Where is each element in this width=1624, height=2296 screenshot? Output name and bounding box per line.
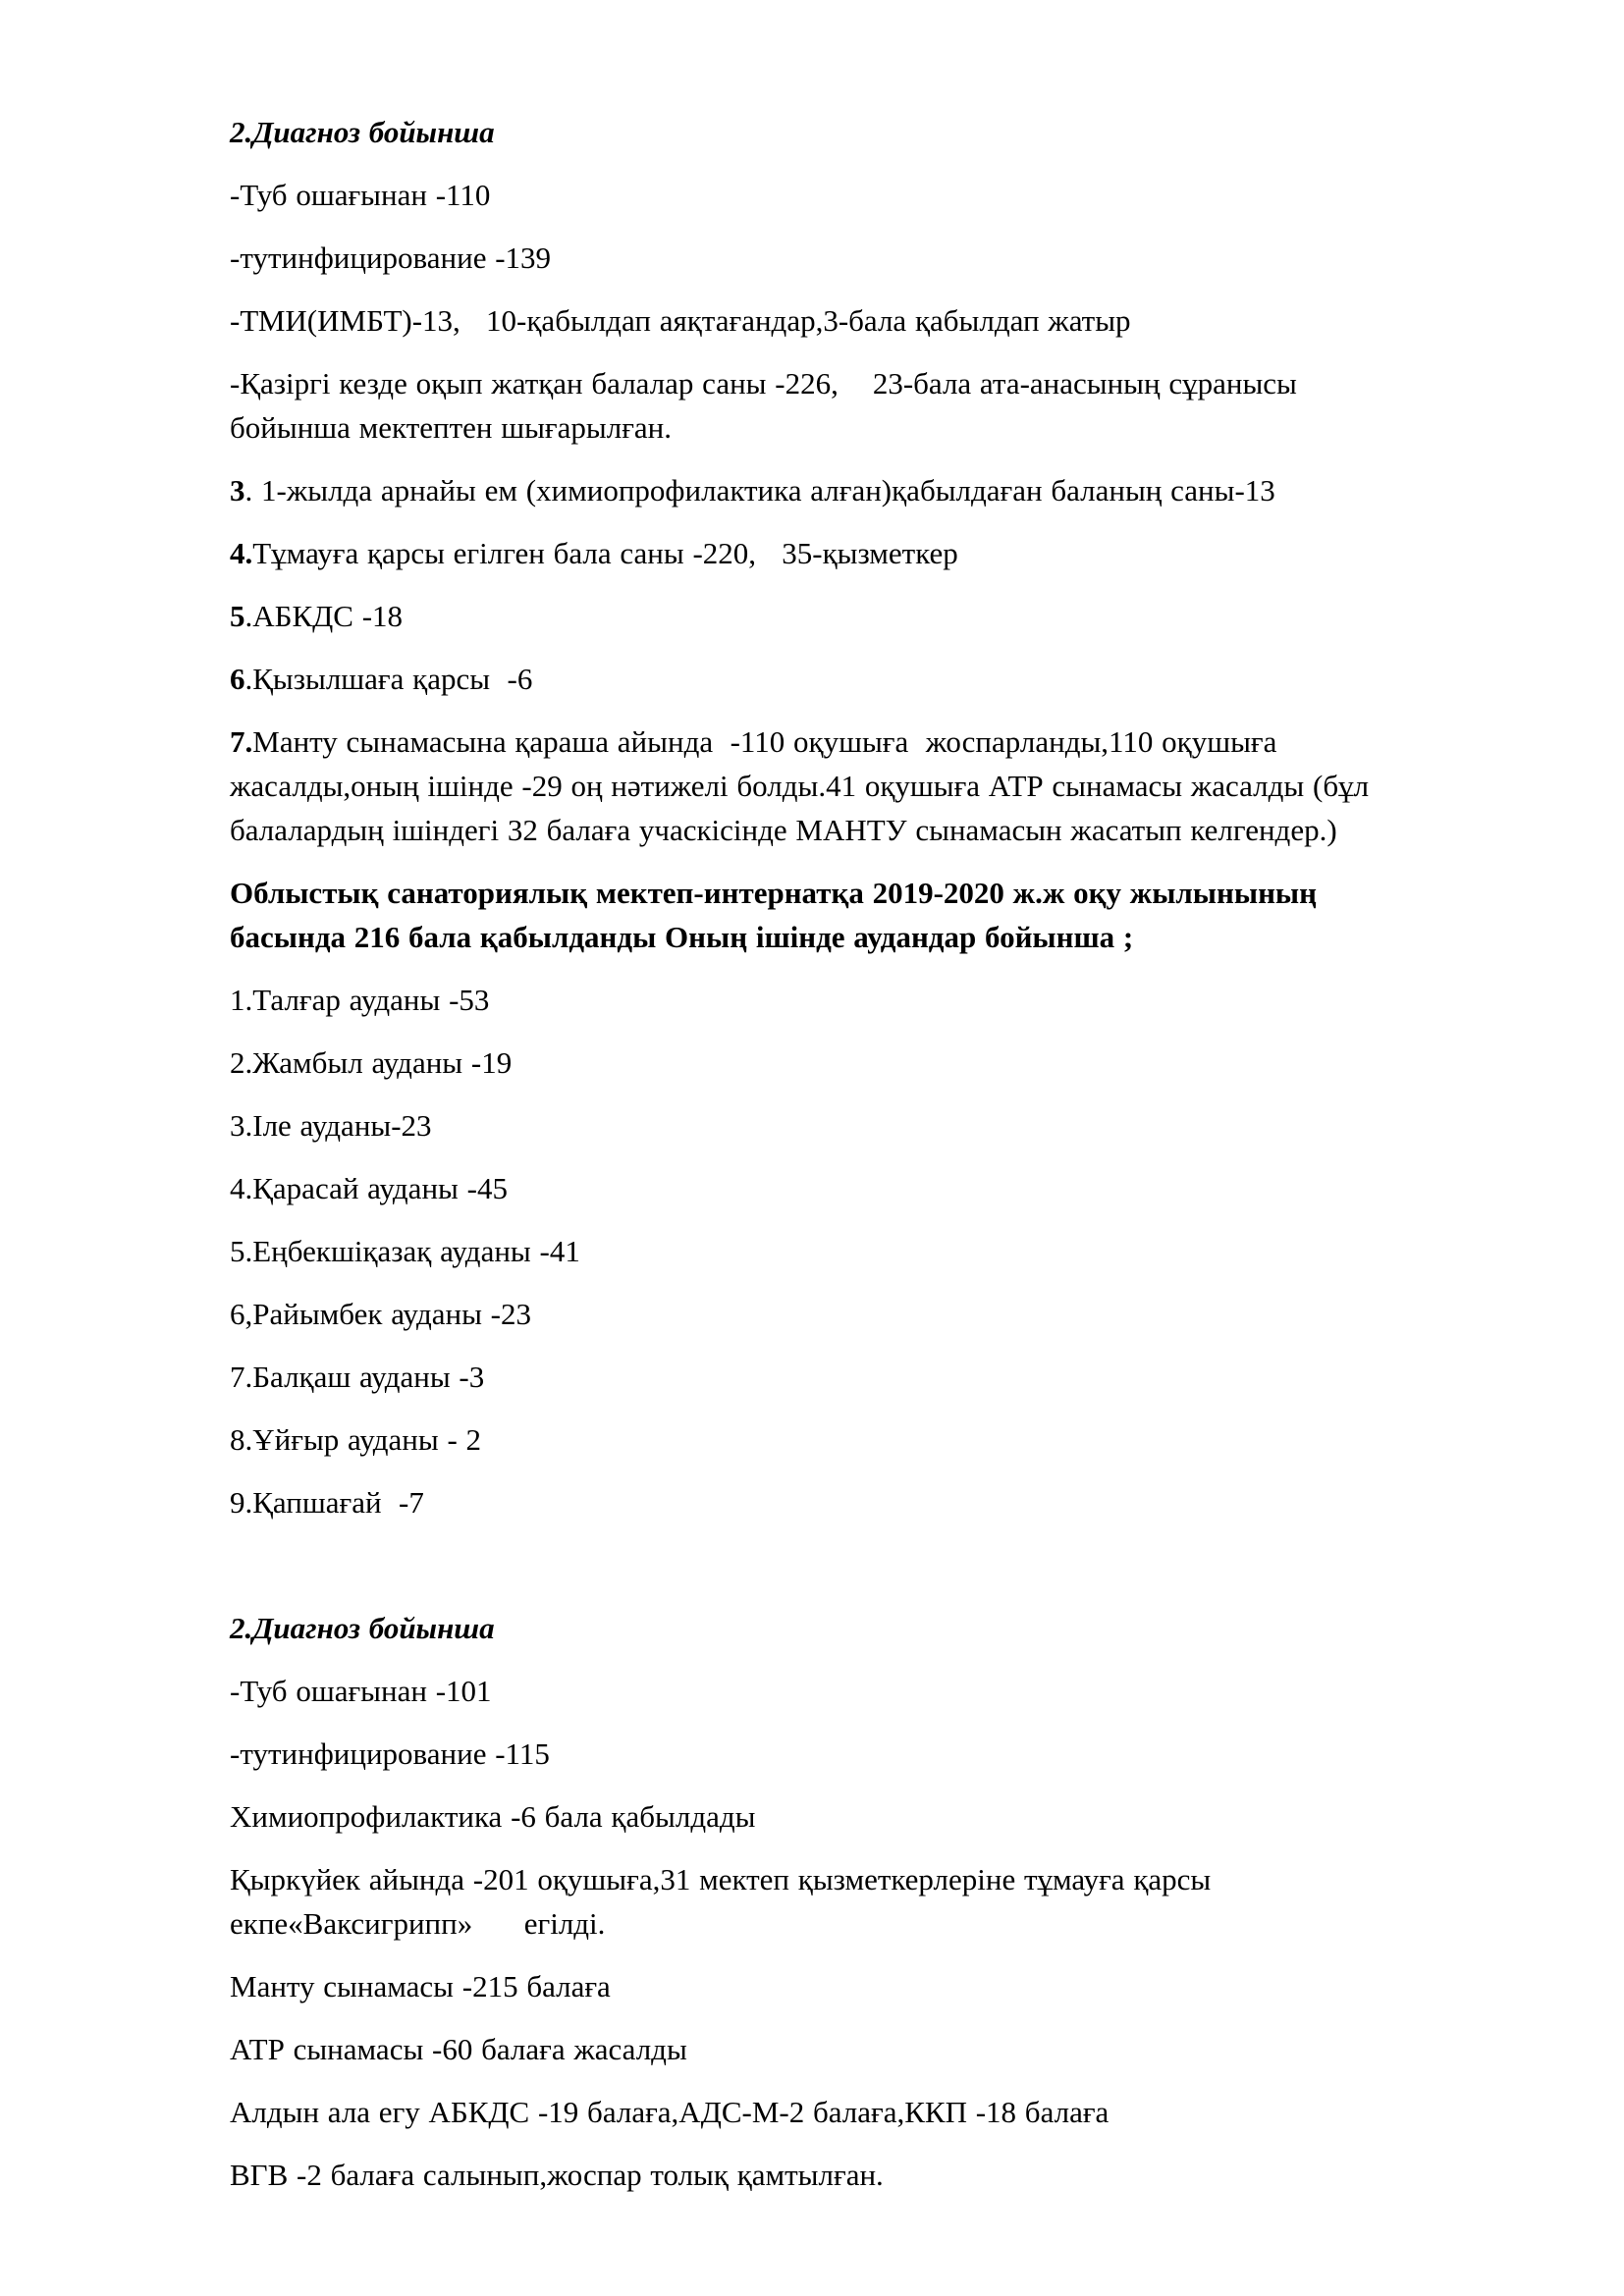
paragraph-text: Тұмауға қарсы егілген бала саны -220, 35-қызметкер bbox=[252, 536, 958, 570]
district-text: 6,Райымбек ауданы -23 bbox=[230, 1297, 531, 1331]
paragraph-text: Манту сынамасына қараша айында -110 оқушыға жоспарланды,110 оқушыға жасалды,оның ішінде -29 оң нәтижелі болды.41 оқушыға АТР сынамасы жасалды (бұл балалардың ішіндегі 32 балаға учаскісінде МАНТУ сынамасын жасатып келгендер.) bbox=[230, 724, 1378, 847]
section1-item-5-abkds bbox=[230, 594, 1420, 638]
item-number-prefix: 3 bbox=[230, 473, 245, 507]
document-body bbox=[230, 110, 1420, 2216]
section2-line-atr bbox=[230, 2027, 1420, 2071]
district-item-karasay bbox=[230, 1166, 1420, 1210]
paragraph-text: Манту сынамасы -215 балаға bbox=[230, 1969, 611, 2003]
district-item-zhambyl bbox=[230, 1041, 1420, 1085]
item-number-prefix: 4. bbox=[230, 536, 253, 570]
section1-line-tmi-imbt bbox=[230, 298, 1420, 343]
section1-line-tub-focus bbox=[230, 173, 1420, 217]
blank-paragraph-gap bbox=[230, 1543, 1420, 1606]
section2-heading-text: 2.Диагноз бойынша bbox=[230, 1611, 495, 1645]
paragraph-text: ВГВ -2 балаға салынып,жоспар толық қамтылған. bbox=[230, 2158, 884, 2192]
section1-item-3-chemoprophylaxis bbox=[230, 468, 1420, 512]
district-item-balkash bbox=[230, 1355, 1420, 1399]
district-item-raiymbek bbox=[230, 1292, 1420, 1336]
paragraph-text: Химиопрофилактика -6 бала қабылдады bbox=[230, 1799, 756, 1834]
section1-item-4-flu-vaccinated bbox=[230, 531, 1420, 575]
paragraph-text: АТР сынамасы -60 балаға жасалды bbox=[230, 2032, 687, 2066]
item-number-prefix: 7. bbox=[230, 724, 253, 759]
paragraph-text: .Қызылшаға қарсы -6 bbox=[244, 662, 533, 696]
section1-line-current-pupils bbox=[230, 361, 1420, 450]
boarding-school-heading bbox=[230, 871, 1420, 959]
paragraph-text: Алдын ала егу АБКДС -19 балаға,АДС-М-2 балаға,ККП -18 балаға bbox=[230, 2095, 1110, 2129]
item-number-prefix: 6 bbox=[230, 662, 245, 696]
district-item-talgar bbox=[230, 978, 1420, 1022]
district-text: 4.Қарасай ауданы -45 bbox=[230, 1171, 508, 1205]
district-item-kapshagay bbox=[230, 1480, 1420, 1524]
district-text: 2.Жамбыл ауданы -19 bbox=[230, 1045, 513, 1080]
paragraph-text: -Туб ошағынан -110 bbox=[230, 178, 491, 212]
district-text: 9.Қапшағай -7 bbox=[230, 1485, 424, 1520]
district-item-uyghur bbox=[230, 1417, 1420, 1462]
section2-line-preliminary-vaccination bbox=[230, 2090, 1420, 2134]
heading-text: Облыстық санаториялық мектеп-интернатқа 2019-2020 ж.ж оқу жылынының басында 216 бала қабылданды Оның ішінде аудандар бойынша ; bbox=[230, 876, 1326, 954]
section2-line-september-vaccination bbox=[230, 1857, 1420, 1946]
section2-line-mantoux bbox=[230, 1964, 1420, 2008]
paragraph-text: -Туб ошағынан -101 bbox=[230, 1674, 492, 1708]
paragraph-text: -ТМИ(ИМБТ)-13, 10-қабылдап аяқтағандар,3-бала қабылдап жатыр bbox=[230, 303, 1131, 338]
district-item-ile bbox=[230, 1103, 1420, 1148]
district-text: 7.Балқаш ауданы -3 bbox=[230, 1360, 485, 1394]
section2-line-tub-infection bbox=[230, 1732, 1420, 1776]
section1-line-tub-infection bbox=[230, 236, 1420, 280]
section2-heading bbox=[230, 1606, 1420, 1650]
section2-line-chemoprophylaxis bbox=[230, 1794, 1420, 1839]
district-text: 8.Ұйғыр ауданы - 2 bbox=[230, 1422, 482, 1457]
item-number-prefix: 5 bbox=[230, 599, 245, 633]
paragraph-text: . 1-жылда арнайы ем (химиопрофилактика алған)қабылдаған баланың саны-13 bbox=[244, 473, 1275, 507]
paragraph-text: -Қазіргі кезде оқып жатқан балалар саны -226, 23-бала ата-анасының сұранысы бойынша мектептен шығарылған. bbox=[230, 366, 1306, 445]
section2-line-tub-focus bbox=[230, 1669, 1420, 1713]
section1-heading-text: 2.Диагноз бойынша bbox=[230, 115, 495, 149]
section1-item-6-measles bbox=[230, 657, 1420, 701]
paragraph-text: -тутинфицирование -115 bbox=[230, 1736, 550, 1771]
district-item-enbekshikazakh bbox=[230, 1229, 1420, 1273]
section1-item-7-mantoux bbox=[230, 720, 1420, 852]
district-text: 3.Іле ауданы-23 bbox=[230, 1108, 432, 1143]
paragraph-text: -тутинфицирование -139 bbox=[230, 240, 552, 275]
district-text: 1.Талғар ауданы -53 bbox=[230, 983, 490, 1017]
district-text: 5.Еңбекшіқазақ ауданы -41 bbox=[230, 1234, 580, 1268]
paragraph-text: Қыркүйек айында -201 оқушыға,31 мектеп қызметкерлеріне тұмауға қарсы екпе«Ваксигрипп» егілді. bbox=[230, 1862, 1219, 1941]
section1-heading bbox=[230, 110, 1420, 154]
paragraph-text: .АБКДС -18 bbox=[244, 599, 404, 633]
section2-line-vgv bbox=[230, 2153, 1420, 2197]
